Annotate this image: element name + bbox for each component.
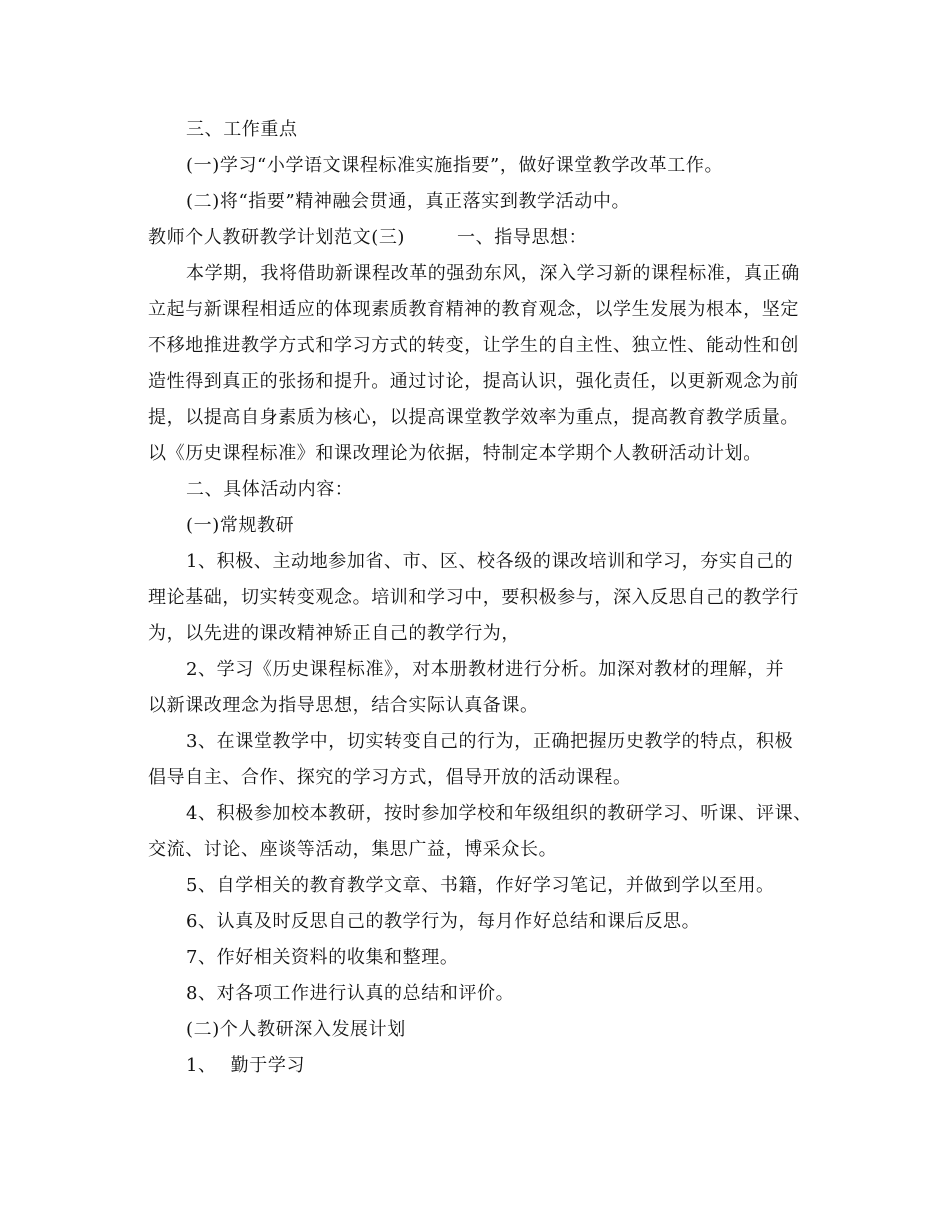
paragraph-line: 提，以提高自身素质为核心，以提高课堂教学效率为重点，提高教育教学质量。 [148,407,799,428]
list-item-line: 8、对各项工作进行认真的总结和评价。 [186,983,515,1004]
list-item-line: 1、积极、主动地参加省、市、区、校各级的课改培训和学习，夯实自己的 [186,551,794,572]
paragraph-line: 交流、讨论、座谈等活动，集思广益，博采众长。 [148,839,558,860]
list-item-line [186,1054,305,1078]
paragraph-line: 造性得到真正的张扬和提升。通过讨论，提高认识，强化责任，以更新观念为前 [148,371,799,392]
document-title-line [148,226,587,250]
paragraph-line: 不移地推进教学方式和学习方式的转变，让学生的自主性、独立性、能动性和创 [148,335,799,356]
list-item-line: 5、自学相关的教育教学文章、书籍，作好学习笔记，并做到学以至用。 [186,875,775,896]
paragraph-line: (二)将“指要”精神融会贯通，真正落实到教学活动中。 [186,191,631,212]
list-item-line: 3、在课堂教学中，切实转变自己的行为，正确把握历史教学的特点，积极 [186,731,794,752]
paragraph-line: 为，以先进的课改精神矫正自己的教学行为， [148,623,520,644]
list-item-line: 7、作好相关资料的收集和整理。 [186,947,459,968]
subsection-heading: (一)常规教研 [186,515,295,536]
subsection-heading: (二)个人教研深入发展计划 [186,1019,406,1040]
list-item-line: 6、认真及时反思自己的教学行为，每月作好总结和课后反思。 [186,911,701,932]
list-item-text: 勤于学习 [230,1055,306,1076]
paragraph-line: 以新课改理念为指导思想，结合实际认真备课。 [148,695,539,716]
paragraph-line: 本学期，我将借助新课程改革的强劲东风，深入学习新的课程标准，真正确 [186,263,800,284]
section-heading-work-focus: 三、工作重点 [186,119,298,140]
paragraph-line: 理论基础，切实转变观念。培训和学习中，要积极参与，深入反思自己的教学行 [148,587,799,608]
section-heading-guiding-thought: 一、指导思想： [457,227,588,248]
list-item-line: 4、积极参加校本教研，按时参加学校和年级组织的教研学习、听课、评课、 [186,803,812,824]
list-item-line: 2、学习《历史课程标准》，对本册教材进行分析。加深对教材的理解，并 [186,659,785,680]
paragraph-line: 倡导自主、合作、探究的学习方式，倡导开放的活动课程。 [148,767,632,788]
paragraph-line: (一)学习“小学语文课程标准实施指要”，做好课堂教学改革工作。 [186,155,724,176]
document-title: 教师个人教研教学计划范文(三) [148,227,406,248]
paragraph-line: 以《历史课程标准》和课改理论为依据，特制定本学期个人教研活动计划。 [148,443,762,464]
section-heading-activities: 二、具体活动内容： [186,479,354,500]
list-item-number: 1、 [186,1055,217,1076]
paragraph-line: 立起与新课程相适应的体现素质教育精神的教育观念，以学生发展为根本，坚定 [148,299,799,320]
